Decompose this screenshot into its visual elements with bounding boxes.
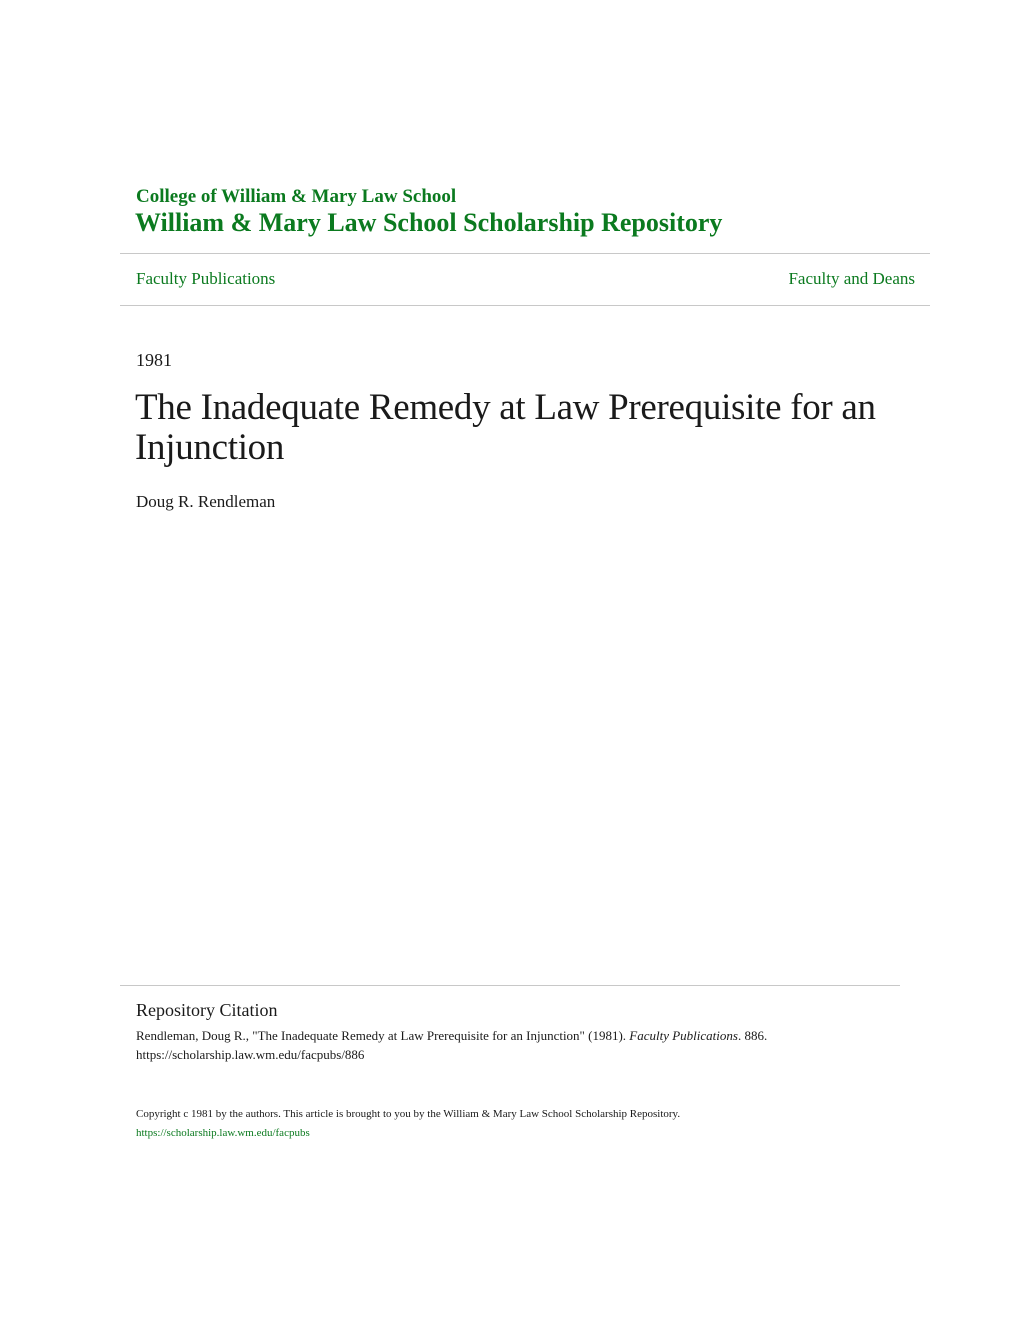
publication-year: 1981 bbox=[136, 350, 172, 370]
header-divider-top bbox=[120, 253, 930, 254]
citation-heading: Repository Citation bbox=[136, 1000, 278, 1020]
repository-title[interactable]: William & Mary Law School Scholarship Repository bbox=[135, 208, 723, 237]
copyright-text: Copyright c 1981 by the authors. This article is brought to you by the William & Mary Law School Scholarship Repository. bbox=[136, 1108, 681, 1120]
citation-journal: Faculty Publications bbox=[629, 1028, 738, 1043]
article-author: Doug R. Rendleman bbox=[136, 492, 276, 511]
citation-divider bbox=[120, 985, 900, 986]
institution-name[interactable]: College of William & Mary Law School bbox=[136, 186, 457, 207]
header-divider-bottom bbox=[120, 305, 930, 306]
collection-link[interactable]: https://scholarship.law.wm.edu/facpubs bbox=[136, 1127, 310, 1139]
citation-block bbox=[136, 1026, 856, 1064]
citation-url[interactable]: https://scholarship.law.wm.edu/facpubs/886 bbox=[136, 1047, 365, 1062]
article-title: The Inadequate Remedy at Law Prerequisite for an Injunction bbox=[135, 387, 876, 468]
citation-text: Rendleman, Doug R., "The Inadequate Remedy at Law Prerequisite for an Injunction" (1981). bbox=[136, 1028, 627, 1043]
faculty-and-deans-link[interactable]: Faculty and Deans bbox=[788, 269, 915, 288]
copyright-block bbox=[136, 1105, 896, 1143]
citation-issue: . 886. bbox=[737, 1028, 768, 1043]
faculty-publications-link[interactable]: Faculty Publications bbox=[136, 269, 276, 288]
